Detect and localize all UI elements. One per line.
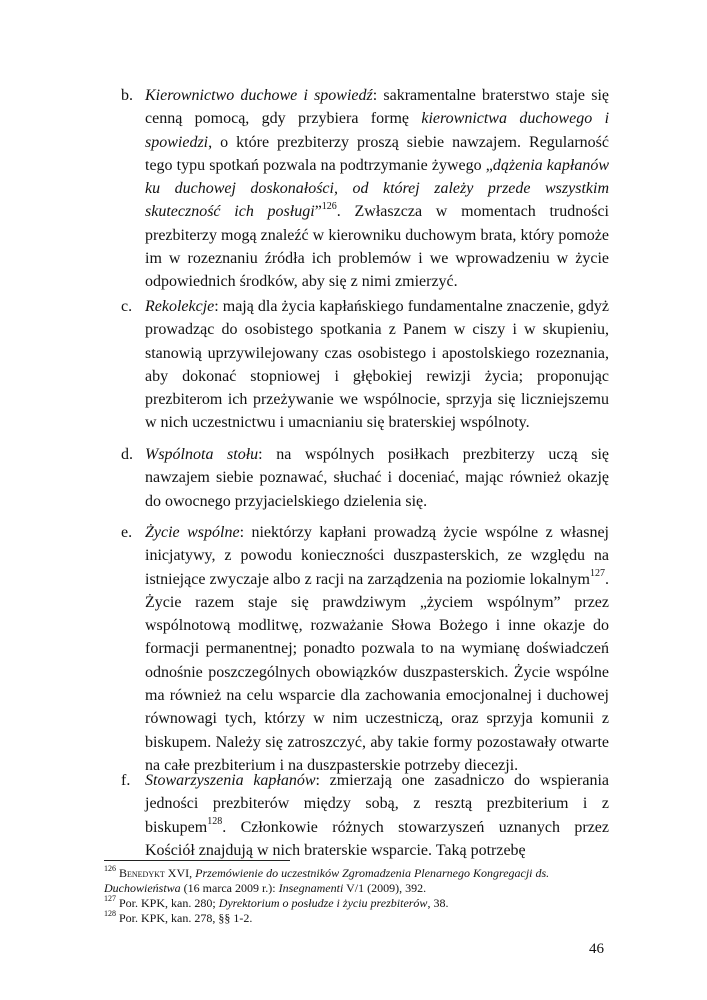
item-heading: Stowarzyszenia kapłanów: [145, 772, 316, 789]
footnote-ref[interactable]: 128: [207, 816, 223, 828]
item-heading: Kierownictwo duchowe i spowiedź: [145, 87, 373, 104]
list-item-common-life: [121, 521, 609, 777]
list-item-text: Kierownictwo duchowe i spowiedź: sakramentalne braterstwo staje się cenną pomocą, gdy przybiera formę kierownictwa duchowego i spowiedzi, o które prezbiterzy proszą siebie nawzajem. Regularność tego typu spotkań pozwala na podtrzymanie żywego „dążenia kapłanów ku duchowej doskonałości, od której zależy przede wszystkim skuteczność ich posługi”$^{126}$. Zwłaszcza w momentach trudności prezbiterzy mogą znaleźć w kierowniku duchowym brata, który pomoże im w rozeznaniu źródła ich problemów i we wprowadzeniu w życie odpowiednich środków, aby się z nimi zmierzyć.: [145, 87, 610, 291]
list-item-text: Stowarzyszenia kapłanów: zmierzają one zasadniczo do wspierania jedności prezbiterów między sobą, z resztą prezbiterium i z biskupem$^{128}$. Członkowie różnych stowarzyszeń uznanych przez Kościół znajdują w nich braterskie wsparcie. Taką potrzebę: [145, 772, 610, 859]
list-item-text: Życie wspólne: niektórzy kapłani prowadzą życie wspólne z własnej inicjatywy, z powodu konieczności duszpasterskich, ze względu na istniejące zwyczaje albo z racji na zarządzenia na poziomie lokalnym$^{127}$. Życie razem staje się prawdziwym „życiem wspólnym” przez wspólnotową modlitwę, rozważanie Słowa Bożego i inne okazje do formacji permanentnej; ponadto pozwala to na wymianę doświadczeń odnośnie poszczególnych obowiązków duszpasterskich. Życie wspólne ma również na celu wsparcie dla zachowania emocjonalnej i duchowej równowagi tych, którzy w nim uczestniczą, oraz sprzyja komunii z biskupem. Należy się zatroszczyć, aby takie formy pozostawały otwarte na całe prezbiterium i na duszpasterskie potrzeby diecezji.: [145, 524, 610, 774]
list-marker: c.: [121, 298, 133, 315]
footnote-126: $^{126}$ Benedykt XVI, Przemówienie do uczestników Zgromadzenia Plenarnego Kongregacji ds. Duchowieństwa (16 marca 2009 r.): Insegnamenti V/1 (2009), 392.: [104, 864, 550, 895]
footnote-ref[interactable]: 127: [590, 568, 605, 580]
item-heading: Rekolekcje: [145, 298, 215, 315]
list-marker: d.: [121, 446, 133, 463]
footnote-128: $^{128}$ Por. KPK, kan. 278, §§ 1-2.: [104, 909, 253, 925]
list-item-retreats: [121, 295, 609, 435]
footnotes: [104, 866, 614, 926]
item-heading: Wspólnota stołu: [145, 446, 259, 463]
list-item-spiritual-direction: [121, 84, 609, 294]
footnote-ref[interactable]: 126: [321, 201, 337, 213]
list-marker: f.: [121, 772, 131, 789]
page-number: 46: [589, 941, 604, 957]
footnote-number: 127: [104, 894, 116, 903]
footnote-number: 126: [104, 864, 116, 873]
item-heading: Życie wspólne: [145, 524, 240, 541]
list-item-text: Wspólnota stołu: na wspólnych posiłkach prezbiterzy uczą się nawzajem siebie poznawać, słuchać i doceniać, mając również okazję do owocnego przyjacielskiego dzielenia się.: [145, 446, 610, 510]
list-marker: e.: [121, 524, 133, 541]
list-item-priest-associations: [121, 769, 609, 862]
list-item-table-fellowship: [121, 443, 609, 513]
list-marker: b.: [121, 87, 133, 104]
footnote-number: 128: [104, 909, 116, 918]
list-item-text: Rekolekcje: mają dla życia kapłańskiego fundamentalne znaczenie, gdyż prowadząc do osobistego spotkania z Panem w ciszy i w skupieniu, stanowią uprzywilejowany czas osobistego i apostolskiego rozeznania, aby dokonać stopniowej i głębokiej rewizji życia; proponując prezbiterom ich przeżywanie we wspólnocie, sprzyja się liczniejszemu w nich uczestnictwu i umacnianiu się braterskiej wspólnoty.: [145, 298, 609, 432]
footnote-127: $^{127}$ Por. KPK, kan. 280; Dyrektorium o posłudze i życiu prezbiterów, 38.: [104, 894, 449, 910]
footnote-separator: [104, 860, 290, 861]
